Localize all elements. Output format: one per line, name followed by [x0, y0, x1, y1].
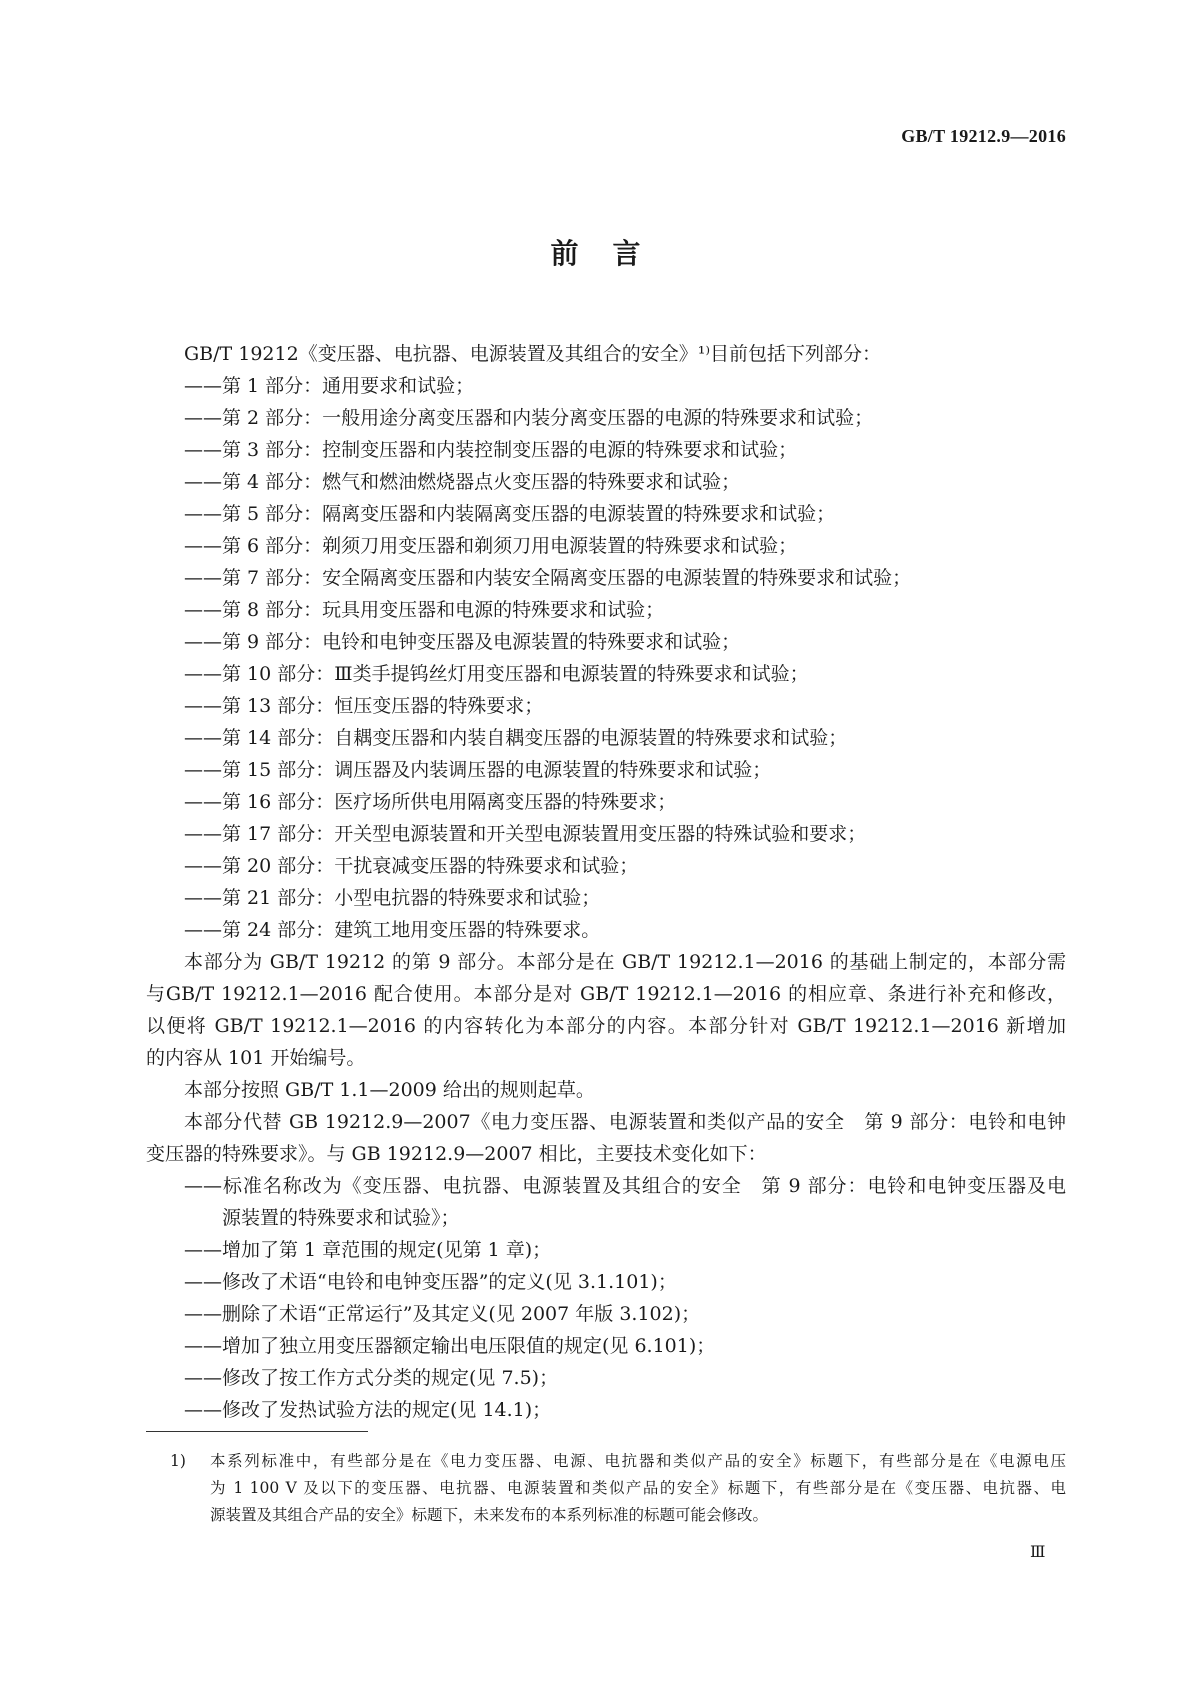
- part-list-item: ——第 15 部分：调压器及内装调压器的电源装置的特殊要求和试验；: [184, 759, 772, 781]
- part-list-item: ——第 2 部分：一般用途分离变压器和内装分离变压器的电源的特殊要求和试验；: [184, 407, 874, 429]
- part-list-item: ——第 6 部分：剃须刀用变压器和剃须刀用电源装置的特殊要求和试验；: [184, 535, 798, 557]
- footnote-line: 源装置及其组合产品的安全》标题下，未来发布的本系列标准的标题可能会修改。: [210, 1506, 769, 1524]
- footnote-divider: [146, 1431, 368, 1432]
- part-list-item: ——第 14 部分：自耦变压器和内装自耦变压器的电源装置的特殊要求和试验；: [184, 727, 848, 749]
- paragraph-scope: [146, 946, 1066, 1074]
- paragraph-replaces: [146, 1106, 1066, 1170]
- footnote-marker: 1): [170, 1452, 186, 1470]
- footnote: [170, 1448, 1066, 1529]
- part-list-item: ——第 7 部分：安全隔离变压器和内装安全隔离变压器的电源装置的特殊要求和试验；: [184, 567, 912, 589]
- part-list-item: ——第 8 部分：玩具用变压器和电源的特殊要求和试验；: [184, 599, 665, 621]
- footnote-line: 本系列标准中，有些部分是在《电力变压器、电源、电抗器和类似产品的安全》标题下，有些部分是在《电源电压: [210, 1452, 1066, 1470]
- standard-code-header: GB/T 19212.9—2016: [901, 126, 1066, 146]
- change-list-item: ——修改了术语“电铃和电钟变压器”的定义(见 3.1.101)；: [184, 1271, 677, 1293]
- text-line: 变压器的特殊要求》。与 GB 19212.9—2007 相比，主要技术变化如下：: [146, 1143, 767, 1165]
- part-list-item: ——第 4 部分：燃气和燃油燃烧器点火变压器的特殊要求和试验；: [184, 471, 741, 493]
- changes-list: [146, 1170, 1066, 1426]
- change-list-item: ——标准名称改为《变压器、电抗器、电源装置及其组合的安全 第 9 部分：电铃和电钟变压器及电: [184, 1175, 1066, 1197]
- part-list-item: ——第 3 部分：控制变压器和内装控制变压器的电源的特殊要求和试验；: [184, 439, 798, 461]
- part-list-item: ——第 9 部分：电铃和电钟变压器及电源装置的特殊要求和试验；: [184, 631, 741, 653]
- intro-paragraph: GB/T 19212《变压器、电抗器、电源装置及其组合的安全》¹⁾目前包括下列部分：: [184, 343, 881, 365]
- page-title: 前言: [550, 237, 675, 270]
- text-line: 本部分代替 GB 19212.9—2007《电力变压器、电源装置和类似产品的安全 第 9 部分：电铃和电钟: [184, 1111, 1066, 1133]
- part-list-item: ——第 16 部分：医疗场所供电用隔离变压器的特殊要求；: [184, 791, 677, 813]
- footnote-line: 为 1 100 V 及以下的变压器、电抗器、电源装置和类似产品的安全》标题下，有些部分是在《变压器、电抗器、电: [210, 1479, 1066, 1497]
- change-list-item: 源装置的特殊要求和试验》；: [222, 1207, 460, 1229]
- page-number: Ⅲ: [1030, 1542, 1046, 1561]
- paragraph-drafting-rules: 本部分按照 GB/T 1.1—2009 给出的规则起草。: [184, 1079, 595, 1101]
- change-list-item: ——增加了独立用变压器额定输出电压限值的规定(见 6.101)；: [184, 1335, 716, 1357]
- part-list-item: ——第 13 部分：恒压变压器的特殊要求；: [184, 695, 544, 717]
- text-line: 以便将 GB/T 19212.1—2016 的内容转化为本部分的内容。本部分针对 GB/T 19212.1—2016 新增加: [146, 1015, 1066, 1037]
- change-list-item: ——删除了术语“正常运行”及其定义(见 2007 年版 3.102)；: [184, 1303, 701, 1325]
- text-line: 本部分为 GB/T 19212 的第 9 部分。本部分是在 GB/T 19212.1—2016 的基础上制定的，本部分需: [184, 951, 1066, 973]
- part-list-item: ——第 21 部分：小型电抗器的特殊要求和试验；: [184, 887, 601, 909]
- change-list-item: ——增加了第 1 章范围的规定(见第 1 章)；: [184, 1239, 552, 1261]
- part-list-item: ——第 24 部分：建筑工地用变压器的特殊要求。: [184, 919, 601, 941]
- part-list-item: ——第 10 部分：Ⅲ类手提钨丝灯用变压器和电源装置的特殊要求和试验；: [184, 663, 809, 685]
- document-body: [146, 338, 1066, 1426]
- part-list-item: ——第 17 部分：开关型电源装置和开关型电源装置用变压器的特殊试验和要求；: [184, 823, 867, 845]
- text-line: 与GB/T 19212.1—2016 配合使用。本部分是对 GB/T 19212.1—2016 的相应章、条进行补充和修改，: [146, 983, 1066, 1005]
- text-line: 的内容从 101 开始编号。: [146, 1047, 366, 1069]
- part-list-item: ——第 1 部分：通用要求和试验；: [184, 375, 475, 397]
- parts-list: [146, 370, 1066, 946]
- change-list-item: ——修改了按工作方式分类的规定(见 7.5)；: [184, 1367, 559, 1389]
- part-list-item: ——第 5 部分：隔离变压器和内装隔离变压器的电源装置的特殊要求和试验；: [184, 503, 836, 525]
- change-list-item: ——修改了发热试验方法的规定(见 14.1)；: [184, 1399, 552, 1421]
- part-list-item: ——第 20 部分：干扰衰减变压器的特殊要求和试验；: [184, 855, 639, 877]
